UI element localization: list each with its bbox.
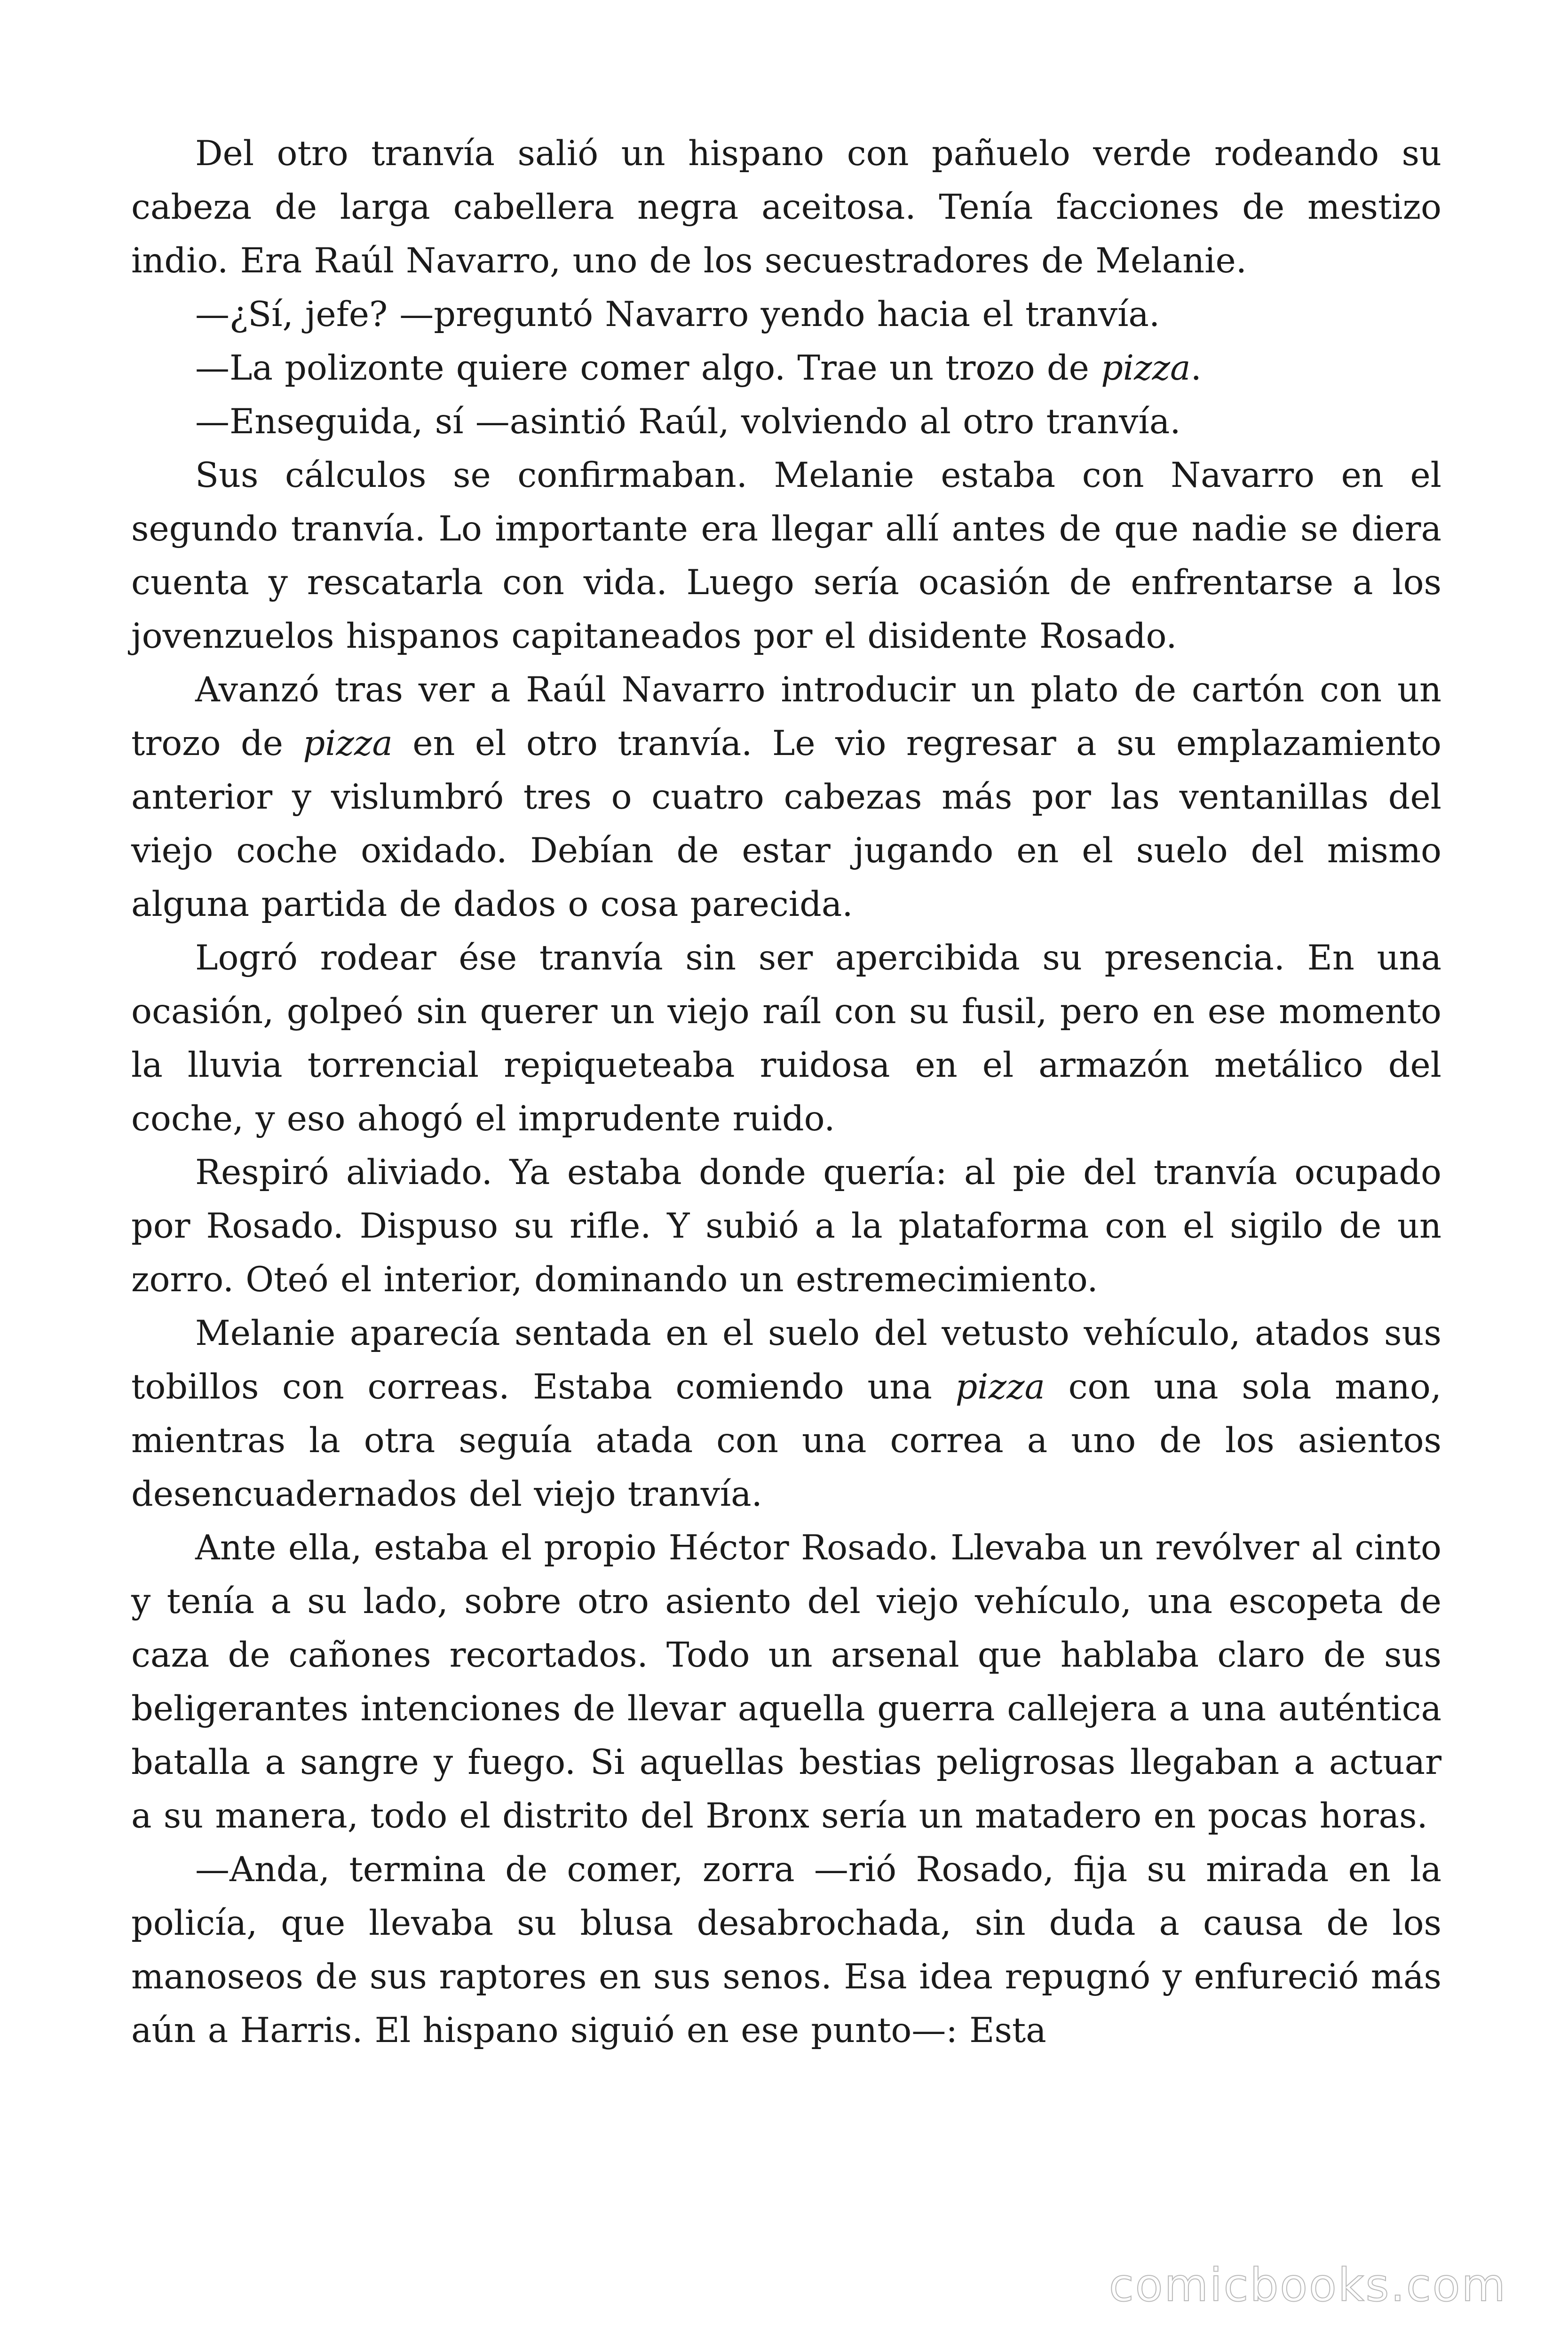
text-run: —La polizonte quiere comer algo. Trae un trozo de bbox=[195, 348, 1101, 388]
text-run: Sus cálculos se confirmaban. Melanie estaba con Navarro en el segundo tranvía. Lo importante era llegar allí antes de que nadie se diera cuenta y rescatarla con vida. Luego sería ocasión de enfrentarse a los jovenzuelos hispanos capitaneados por el disidente Rosado. bbox=[131, 455, 1441, 656]
text-run: Avanzó tras ver a Raúl Navarro introducir un plato de cartón con un trozo de bbox=[131, 670, 1441, 763]
text-run: —Anda, termina de comer, zorra —rió Rosado, fija su mirada en la policía, que llevaba su blusa desabrochada, sin duda a causa de los manoseos de sus raptores en sus senos. Esa idea repugnó y enfureció más aún a Harris. El hispano siguió en ese punto—: Esta bbox=[131, 1850, 1441, 2050]
italic-text: pizza bbox=[303, 723, 393, 763]
paragraph bbox=[131, 395, 1441, 449]
text-run: en el otro tranvía. Le vio regresar a su emplazamiento anterior y vislumbró tres o cuatro cabezas más por las ventanillas del viejo coche oxidado. Debían de estar jugando en el suelo del mismo alguna partida de dados o cosa parecida. bbox=[131, 723, 1441, 924]
watermark: comicbooks.com bbox=[1109, 2259, 1507, 2312]
paragraph bbox=[131, 663, 1441, 931]
text-run: Respiró aliviado. Ya estaba donde quería: al pie del tranvía ocupado por Rosado. Dispuso su rifle. Y subió a la plataforma con el sigilo de un zorro. Oteó el interior, dominando un estremecimiento. bbox=[131, 1152, 1441, 1300]
text-run: . bbox=[1190, 348, 1202, 388]
paragraph bbox=[131, 1843, 1441, 2058]
paragraph bbox=[131, 1307, 1441, 1521]
text-run: —Enseguida, sí —asintió Raúl, volviendo al otro tranvía. bbox=[195, 402, 1181, 442]
paragraph bbox=[131, 1521, 1441, 1843]
text-run: Logró rodear ése tranvía sin ser apercibida su presencia. En una ocasión, golpeó sin querer un viejo raíl con su fusil, pero en ese momento la lluvia torrencial repiqueteaba ruidosa en el armazón metálico del coche, y eso ahogó el imprudente ruido. bbox=[131, 938, 1441, 1139]
text-run: Melanie aparecía sentada en el suelo del vetusto vehículo, atados sus tobillos con correas. Estaba comiendo una bbox=[131, 1313, 1441, 1407]
paragraph bbox=[131, 288, 1441, 342]
italic-text: pizza bbox=[1101, 348, 1191, 388]
text-run: Del otro tranvía salió un hispano con pañuelo verde rodeando su cabeza de larga cabellera negra aceitosa. Tenía facciones de mestizo indio. Era Raúl Navarro, uno de los secuestradores de Melanie. bbox=[131, 134, 1441, 281]
paragraph bbox=[131, 342, 1441, 395]
text-run: —¿Sí, jefe? —preguntó Navarro yendo hacia el tranvía. bbox=[195, 294, 1160, 334]
paragraph bbox=[131, 931, 1441, 1146]
paragraph bbox=[131, 127, 1441, 288]
text-run: Ante ella, estaba el propio Héctor Rosado. Llevaba un revólver al cinto y tenía a su lado, sobre otro asiento del viejo vehículo, una escopeta de caza de cañones recortados. Todo un arsenal que hablaba claro de sus beligerantes intenciones de llevar aquella guerra callejera a una auténtica batalla a sangre y fuego. Si aquellas bestias peligrosas llegaban a actuar a su manera, todo el distrito del Bronx sería un matadero en pocas horas. bbox=[131, 1528, 1441, 1836]
paragraph bbox=[131, 1146, 1441, 1307]
text-run: con una sola mano, mientras la otra seguía atada con una correa a uno de los asientos desencuadernados del viejo tranvía. bbox=[131, 1367, 1441, 1514]
book-text-body bbox=[131, 127, 1441, 2058]
italic-text: pizza bbox=[955, 1367, 1045, 1407]
paragraph bbox=[131, 449, 1441, 663]
